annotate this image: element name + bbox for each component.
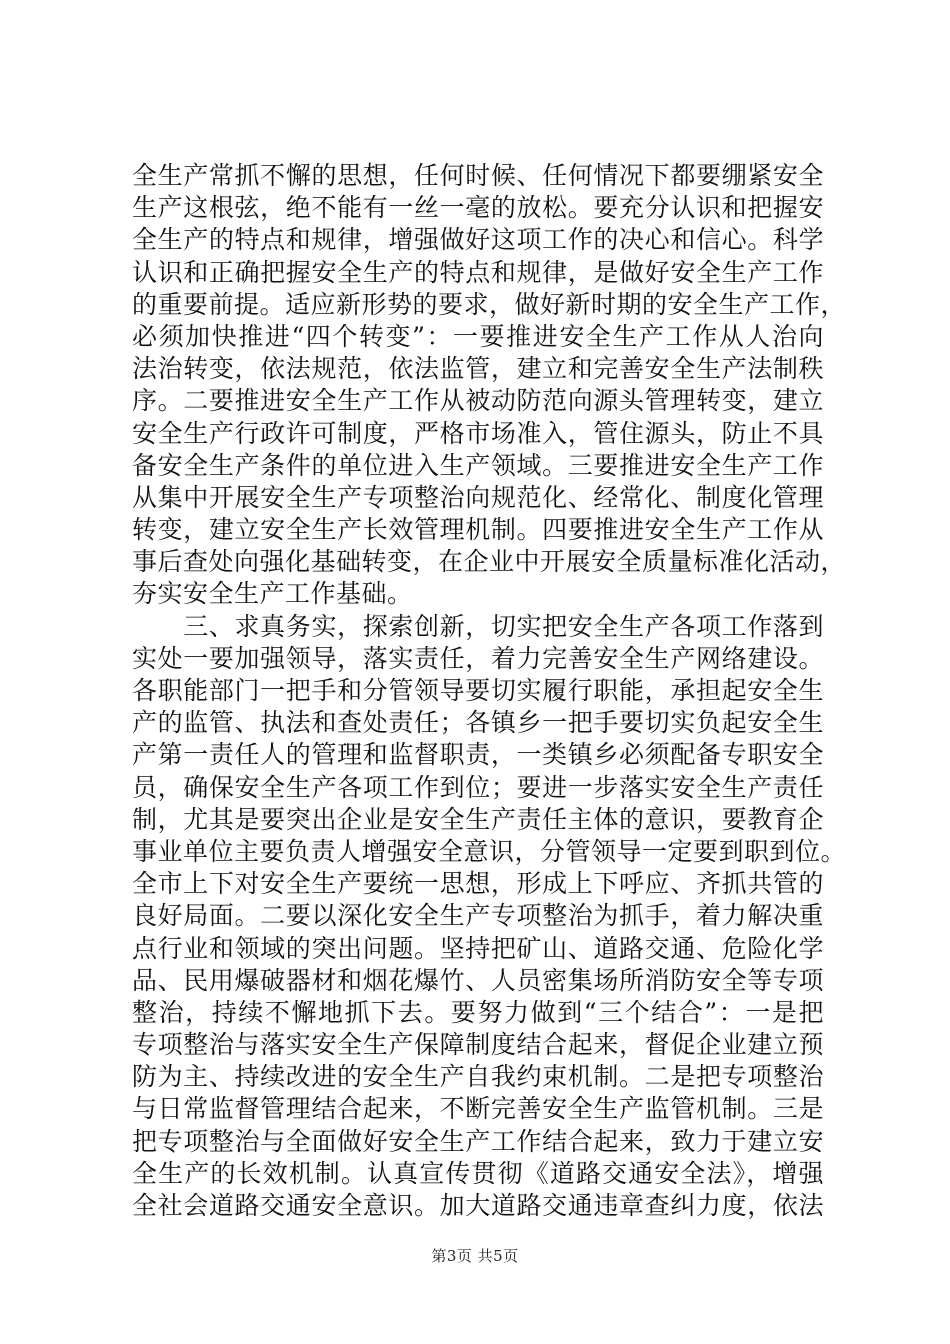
text-line: 全市上下对安全生产要统一思想，形成上下呼应、齐抓共管的	[132, 869, 824, 899]
text-line: 与日常监督管理结合起来，不断完善安全生产监管机制。三是	[132, 1094, 824, 1124]
text-line: 认识和正确把握安全生产的特点和规律，是做好安全生产工作	[132, 257, 824, 287]
text-line: 安全生产行政许可制度，严格市场准入，管住源头，防止不具	[132, 418, 824, 448]
text-line: 防为主、持续改进的安全生产自我约束机制。二是把专项整治	[132, 1062, 824, 1092]
text-line: 事后查处向强化基础转变，在企业中开展安全质量标准化活动，	[132, 547, 847, 577]
text-line: 产的监管、执法和查处责任；各镇乡一把手要切实负起安全生	[132, 708, 824, 738]
text-line: 三、求真务实，探索创新，切实把安全生产各项工作落到	[132, 611, 824, 641]
page-footer: 第3页 共5页	[431, 1247, 519, 1265]
text-line: 整治，持续不懈地抓下去。要努力做到“三个结合”：一是把	[132, 997, 824, 1027]
text-line: 全生产的特点和规律，增强做好这项工作的决心和信心。科学	[132, 225, 824, 255]
text-line: 的重要前提。适应新形势的要求，做好新时期的安全生产工作，	[132, 289, 847, 319]
text-line: 点行业和领域的突出问题。坚持把矿山、道路交通、危险化学	[132, 933, 824, 963]
text-line: 夯实安全生产工作基础。	[132, 579, 413, 609]
text-line: 专项整治与落实安全生产保障制度结合起来，督促企业建立预	[132, 1030, 824, 1060]
text-line: 全社会道路交通安全意识。加大道路交通违章查纠力度，依法	[132, 1191, 824, 1220]
text-line: 品、民用爆破器材和烟花爆竹、人员密集场所消防安全等专项	[132, 965, 824, 995]
text-line: 产第一责任人的管理和监督职责，一类镇乡必须配备专职安全	[132, 740, 824, 770]
text-line: 生产这根弦，绝不能有一丝一毫的放松。要充分认识和把握安	[132, 193, 824, 223]
text-line: 事业单位主要负责人增强安全意识，分管领导一定要到职到位。	[132, 836, 847, 866]
text-line: 从集中开展安全生产专项整治向规范化、经常化、制度化管理	[132, 482, 824, 512]
text-line: 备安全生产条件的单位进入生产领域。三要推进安全生产工作	[132, 450, 824, 480]
text-line: 全生产的长效机制。认真宣传贯彻《道路交通安全法》，增强	[132, 1158, 824, 1188]
text-line: 把专项整治与全面做好安全生产工作结合起来，致力于建立安	[132, 1126, 824, 1156]
text-line: 转变，建立安全生产长效管理机制。四要推进安全生产工作从	[132, 515, 824, 545]
text-line: 法治转变，依法规范，依法监管，建立和完善安全生产法制秩	[132, 354, 824, 384]
text-line: 良好局面。二要以深化安全生产专项整治为抓手，着力解决重	[132, 901, 824, 931]
body-text	[132, 160, 847, 1222]
text-line: 必须加快推进“四个转变”：一要推进安全生产工作从人治向	[132, 321, 824, 351]
text-line: 全生产常抓不懈的思想，任何时候、任何情况下都要绷紧安全	[132, 161, 824, 190]
text-line: 实处一要加强领导，落实责任，着力完善安全生产网络建设。	[132, 643, 824, 673]
text-line: 员，确保安全生产各项工作到位；要进一步落实安全生产责任	[132, 772, 824, 802]
text-line: 各职能部门一把手和分管领导要切实履行职能，承担起安全生	[132, 676, 824, 705]
text-line: 序。二要推进安全生产工作从被动防范向源头管理转变，建立	[132, 386, 824, 416]
text-line: 制，尤其是要突出企业是安全生产责任主体的意识，要教育企	[132, 804, 824, 834]
